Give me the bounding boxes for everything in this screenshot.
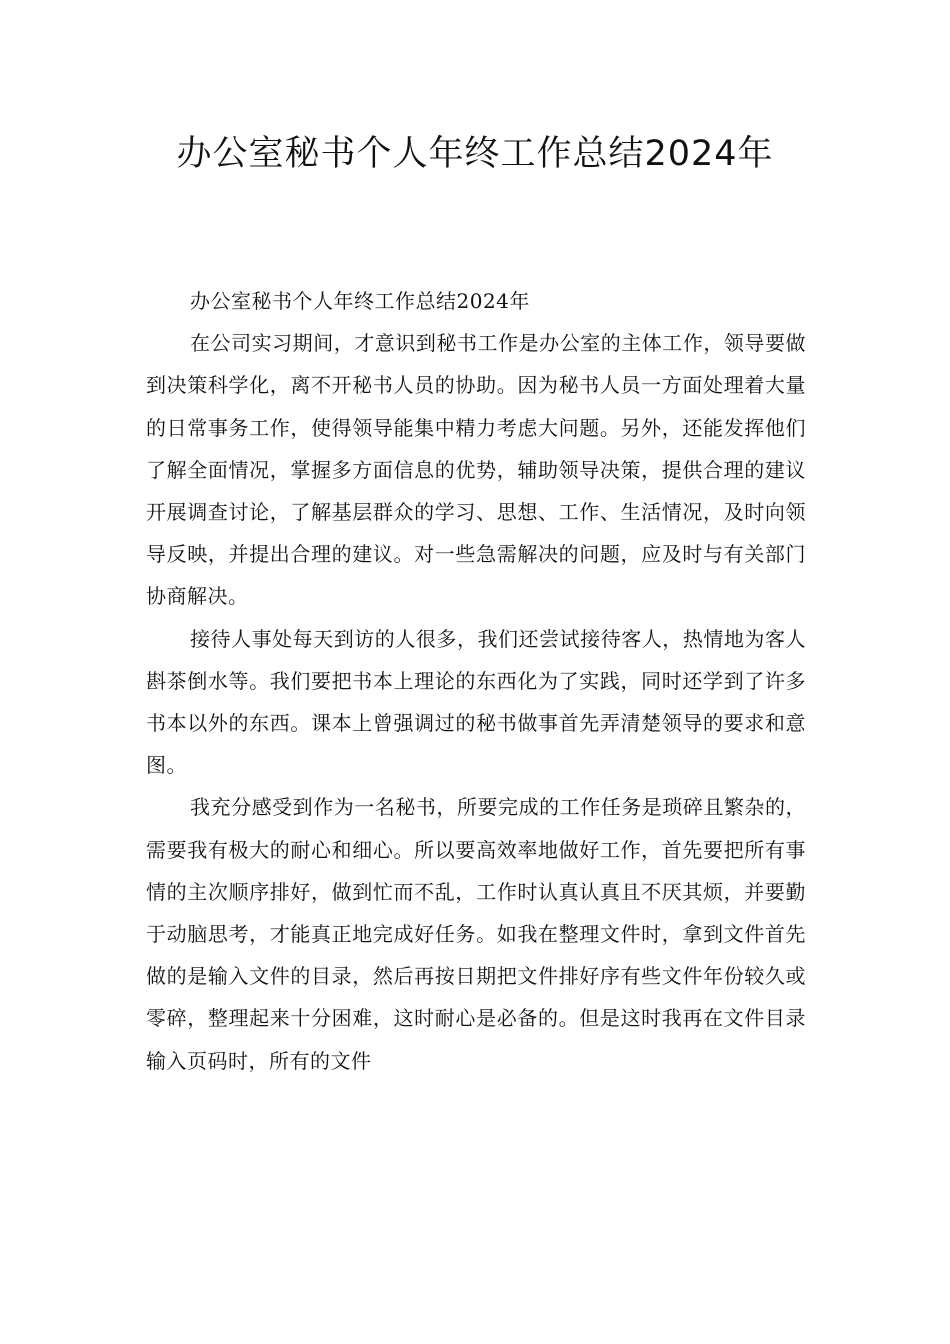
document-title: 办公室秘书个人年终工作总结2024年 <box>176 134 774 174</box>
document-body <box>146 280 806 1082</box>
paragraph-2: 接待人事处每天到访的人很多，我们还尝试接待客人，热情地为客人斟茶倒水等。我们要把书本上理论的东西化为了实践，同时还学到了许多书本以外的东西。课本上曾强调过的秘书做事首先弄清楚领导的要求和意图。 <box>146 626 806 778</box>
paragraph-subtitle: 办公室秘书个人年终工作总结2024年 <box>190 289 530 313</box>
paragraph-3: 我充分感受到作为一名秘书，所要完成的工作任务是琐碎且繁杂的，需要我有极大的耐心和细心。所以要高效率地做好工作，首先要把所有事情的主次顺序排好，做到忙而不乱，工作时认真认真且不厌其烦，并要勤于动脑思考，才能真正地完成好任务。如我在整理文件时，拿到文件首先做的是输入文件的目录，然后再按日期把文件排好序有些文件年份较久或零碎，整理起来十分困难，这时耐心是必备的。但是这时我再在文件目录输入页码时，所有的文件 <box>146 795 806 1073</box>
paragraph-1: 在公司实习期间，才意识到秘书工作是办公室的主体工作，领导要做到决策科学化，离不开秘书人员的协助。因为秘书人员一方面处理着大量的日常事务工作，使得领导能集中精力考虑大问题。另外，还能发挥他们了解全面情况，掌握多方面信息的优势，辅助领导决策，提供合理的建议开展调查讨论，了解基层群众的学习、思想、工作、生活情况，及时向领导反映，并提出合理的建议。对一些急需解决的问题，应及时与有关部门协商解决。 <box>146 331 806 609</box>
